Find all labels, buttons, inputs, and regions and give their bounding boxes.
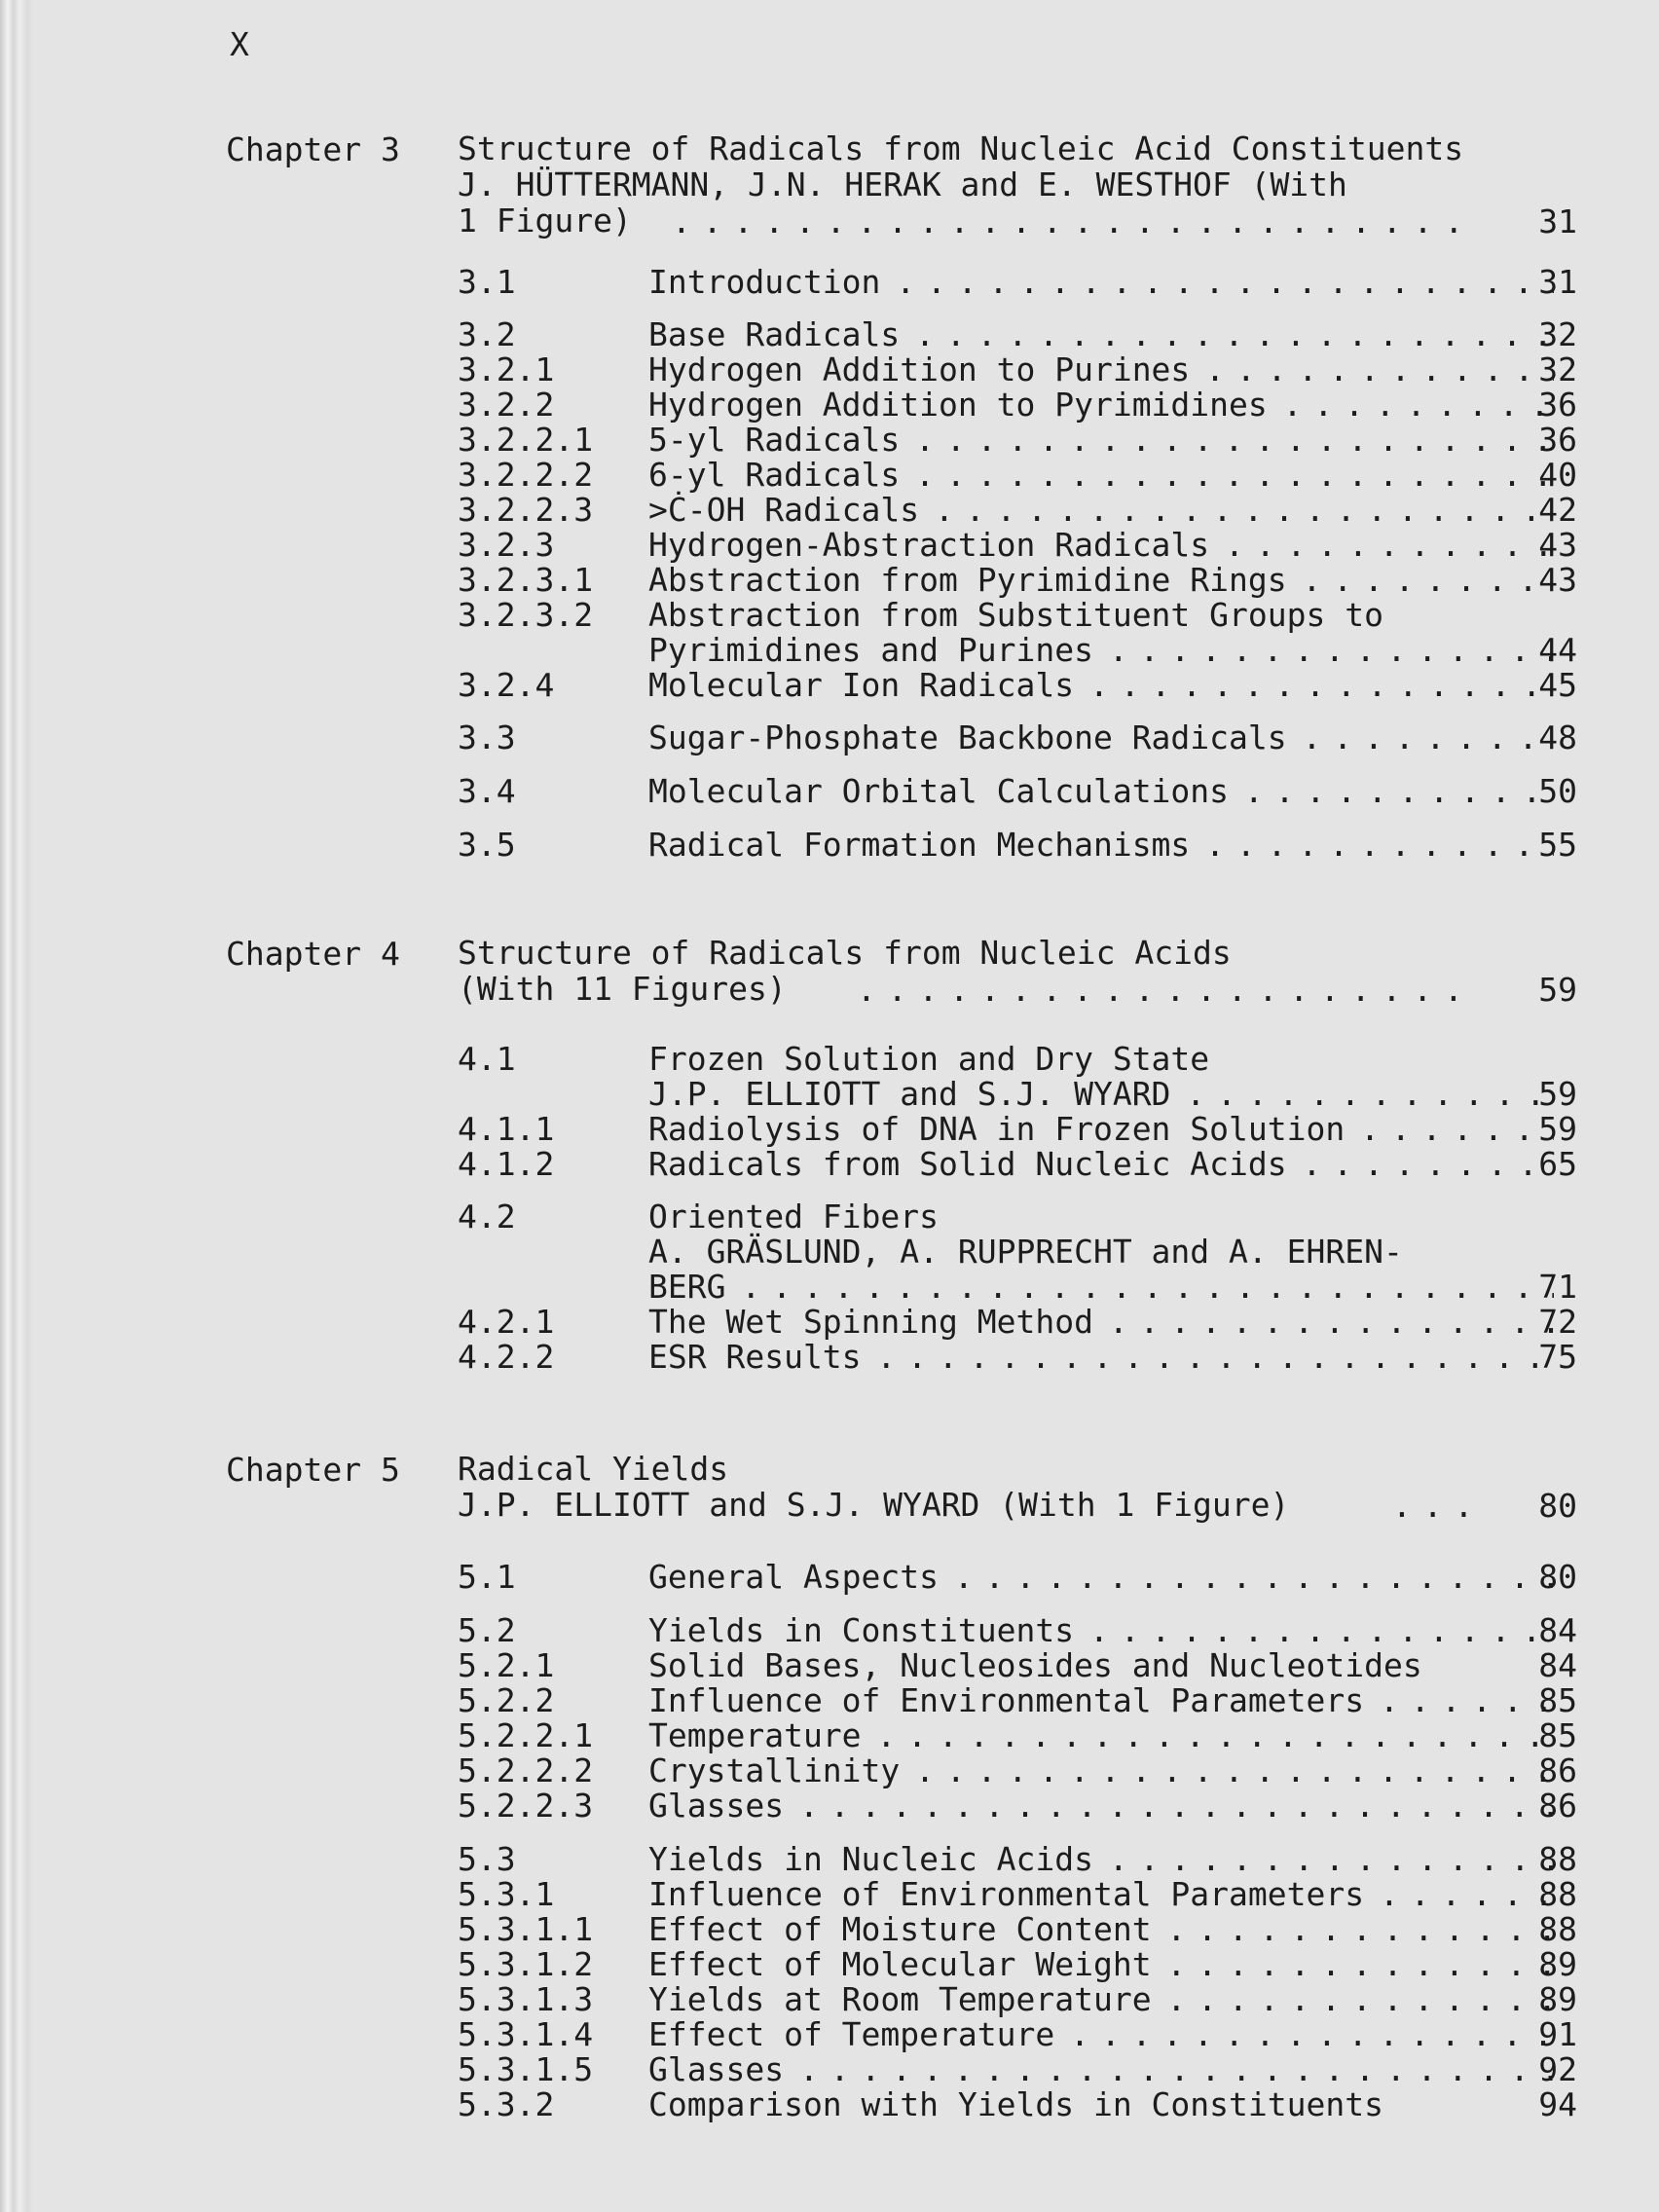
toc-row [458,719,1577,755]
chapter-label: Chapter 4 [226,935,400,973]
section-number: 5.2.2.3 [458,1787,594,1825]
section-number: 3.1 [458,263,516,301]
page-number: 42 [1538,491,1577,529]
section-number: 5.2.2 [458,1681,555,1719]
section-title: Radiolysis of DNA in Frozen Solution . . . [648,1110,1554,1148]
section-title: Radicals from Solid Nucleic Acids . . . [648,1145,1554,1183]
toc-row [458,772,1577,808]
section-title: J.P. ELLIOTT and S.J. WYARD . . . [648,1075,1554,1113]
section-number: 5.2.2.1 [458,1716,594,1754]
page-number: 59 [1538,1110,1577,1148]
page-number: 80 [1538,1558,1577,1596]
page-number: 50 [1538,772,1577,810]
section-number: 3.2.1 [458,350,555,388]
toc-row [458,203,1577,239]
section-number: 3.2.2.2 [458,456,594,494]
page-number: 72 [1538,1303,1577,1341]
section-title: Hydrogen Addition to Pyrimidines . . . [648,386,1554,424]
page-number: 80 [1538,1487,1577,1525]
page-number: 44 [1538,631,1577,669]
page-number: 31 [1538,203,1577,240]
page-number: 55 [1538,826,1577,864]
section-number: 4.1.1 [458,1110,555,1148]
toc-row [458,1611,1577,1647]
section-number: 3.2 [458,315,516,353]
toc-row [458,631,1577,667]
page-number: 59 [1538,1075,1577,1113]
page-number: 94 [1538,2085,1577,2123]
page-number: 45 [1538,666,1577,704]
section-title: Molecular Orbital Calculations . . . [648,772,1554,810]
toc-row [458,2085,1577,2121]
section-number: 3.2.4 [458,666,555,704]
section-title: >Ċ-OH Radicals . . . [648,491,1554,529]
toc-row [458,1233,1577,1269]
page-number: 88 [1538,1875,1577,1913]
section-number: 3.4 [458,772,516,810]
section-title: Effect of Moisture Content . . . [648,1910,1554,1948]
section-number: 5.3.1.5 [458,2050,594,2088]
page-number: 40 [1538,456,1577,494]
page-number: 65 [1538,1145,1577,1183]
section-number: 3.2.2 [458,386,555,424]
toc-row [458,1787,1577,1823]
section-number: 4.2.1 [458,1303,555,1341]
section-title: Radical Formation Mechanisms . . . [648,826,1554,864]
toc-row [458,350,1577,387]
toc-row [458,1875,1577,1911]
toc-row [458,1646,1577,1682]
toc-row [458,421,1577,457]
chapter-title: Radical Yields J.P. ELLIOTT and S.J. WYARD (With 1 Figure) [458,1450,1290,1524]
toc-row [458,1338,1577,1374]
chapter-label: Chapter 5 [226,1451,400,1489]
section-title: 6-yl Radicals . . . [648,456,1554,494]
section-number: 5.1 [458,1558,516,1596]
chapter-label: Chapter 3 [226,130,400,168]
page-number: 88 [1538,1910,1577,1948]
page-number: 48 [1538,719,1577,756]
section-title: Oriented Fibers [648,1198,940,1235]
section-number: 5.3 [458,1840,516,1878]
section-title: Glasses . . . [648,1787,1554,1825]
toc-row [458,1840,1577,1876]
toc-row [458,456,1577,492]
toc-row [458,1910,1577,1946]
section-number: 5.3.1.4 [458,2015,594,2053]
toc-row [458,1303,1577,1339]
section-title: Pyrimidines and Purines . . . [648,631,1554,669]
section-title: Influence of Environmental Parameters . . . [648,1681,1554,1719]
toc-row [458,526,1577,562]
toc-row [458,1040,1577,1076]
section-number: 5.3.2 [458,2085,555,2123]
section-number: 5.2.1 [458,1646,555,1684]
section-title: Introduction . . . [648,263,1554,301]
page-number: 75 [1538,1338,1577,1376]
section-number: 4.2 [458,1198,516,1235]
page-number: 32 [1538,315,1577,353]
section-number: 3.3 [458,719,516,756]
toc-row [458,1681,1577,1717]
toc-row [458,561,1577,597]
toc-row [458,1110,1577,1146]
toc-row [458,596,1577,632]
section-number: 5.3.1.2 [458,1945,594,1983]
page-number: 85 [1538,1716,1577,1754]
section-number: 3.2.2.3 [458,491,594,529]
section-title: Yields at Room Temperature . . . [648,1980,1554,2018]
toc-row [458,1145,1577,1181]
section-title: Temperature . . . [648,1716,1554,1754]
section-number: 5.3.1.1 [458,1910,594,1948]
section-title: A. GRÄSLUND, A. RUPPRECHT and A. EHREN- [648,1233,1403,1271]
toc-row [458,1945,1577,1981]
section-title: Abstraction from Substituent Groups to [648,596,1383,634]
page-number: 89 [1538,1980,1577,2018]
section-title: Effect of Molecular Weight . . . [648,1945,1554,1983]
page-number: 59 [1538,971,1577,1009]
page-number: 43 [1538,561,1577,599]
page-number: 31 [1538,263,1577,301]
toc-row [458,2015,1577,2051]
section-title: Base Radicals . . . [648,315,1554,353]
page-number: 86 [1538,1787,1577,1825]
toc-row [458,971,1577,1007]
book-spine-edge [0,0,33,2212]
toc-row [458,666,1577,702]
section-title: Frozen Solution and Dry State [648,1040,1210,1078]
section-title: ESR Results . . . [648,1338,1554,1376]
page-number: 85 [1538,1681,1577,1719]
section-number: 5.2.2.2 [458,1751,594,1789]
chapter-title: Structure of Radicals from Nucleic Acid Constituents J. HÜTTERMANN, J.N. HERAK and E. WESTHOF (With 1 Figure) [458,129,1464,240]
section-number: 3.2.3 [458,526,555,564]
toc-row [458,315,1577,351]
chapter-title: Structure of Radicals from Nucleic Acids (With 11 Figures) [458,934,1232,1008]
section-title: Effect of Temperature . . . [648,2015,1554,2053]
section-title: Glasses . . . [648,2050,1554,2088]
toc-row [458,1751,1577,1788]
section-number: 3.5 [458,826,516,864]
page-number: 89 [1538,1945,1577,1983]
section-title: Abstraction from Pyrimidine Rings . . . [648,561,1554,599]
section-number: 4.1 [458,1040,516,1078]
section-title: 5-yl Radicals . . . [648,421,1554,459]
toc-row [458,1558,1577,1594]
section-number: 5.3.1.3 [458,1980,594,2018]
page-number: 92 [1538,2050,1577,2088]
section-number: 5.2 [458,1611,516,1649]
page-number: 84 [1538,1611,1577,1649]
page-number: 71 [1538,1268,1577,1306]
section-title: Molecular Ion Radicals . . . [648,666,1554,704]
section-title: The Wet Spinning Method . . . [648,1303,1554,1341]
toc-row [458,1198,1577,1234]
page-number: 43 [1538,526,1577,564]
section-title: Yields in Nucleic Acids . . . [648,1840,1554,1878]
toc-row [458,1075,1577,1111]
toc-row [458,826,1577,862]
toc-row [458,491,1577,527]
toc-row [458,386,1577,422]
section-title: Comparison with Yields in Constituents [648,2085,1383,2123]
section-title: Influence of Environmental Parameters . . . [648,1875,1554,1913]
section-number: 3.2.3.2 [458,596,594,634]
section-number: 4.1.2 [458,1145,555,1183]
toc-row [458,263,1577,299]
section-number: 3.2.2.1 [458,421,594,459]
page-number: 32 [1538,350,1577,388]
toc-row [458,1980,1577,2016]
section-title: Crystallinity . . . [648,1751,1554,1789]
section-title: Yields in Constituents . . . [648,1611,1554,1649]
section-title: Sugar-Phosphate Backbone Radicals . . . [648,719,1554,756]
page-number: 88 [1538,1840,1577,1878]
section-title: Solid Bases, Nucleosides and Nucleotides [648,1646,1422,1684]
section-number: 4.2.2 [458,1338,555,1376]
page-number: 91 [1538,2015,1577,2053]
page-number: 86 [1538,1751,1577,1789]
toc-row [458,1716,1577,1752]
section-title: Hydrogen-Abstraction Radicals . . . [648,526,1554,564]
toc-row [458,1268,1577,1304]
page-number-marker: X [230,25,249,63]
toc-row [458,2050,1577,2086]
section-number: 5.3.1 [458,1875,555,1913]
section-number: 3.2.3.1 [458,561,594,599]
section-title: General Aspects . . . [648,1558,1554,1596]
page-number: 84 [1538,1646,1577,1684]
toc-row [458,1487,1577,1523]
page-number: 36 [1538,421,1577,459]
section-title: BERG . . . [648,1268,1554,1306]
page-number: 36 [1538,386,1577,424]
section-title: Hydrogen Addition to Purines . . . [648,350,1554,388]
